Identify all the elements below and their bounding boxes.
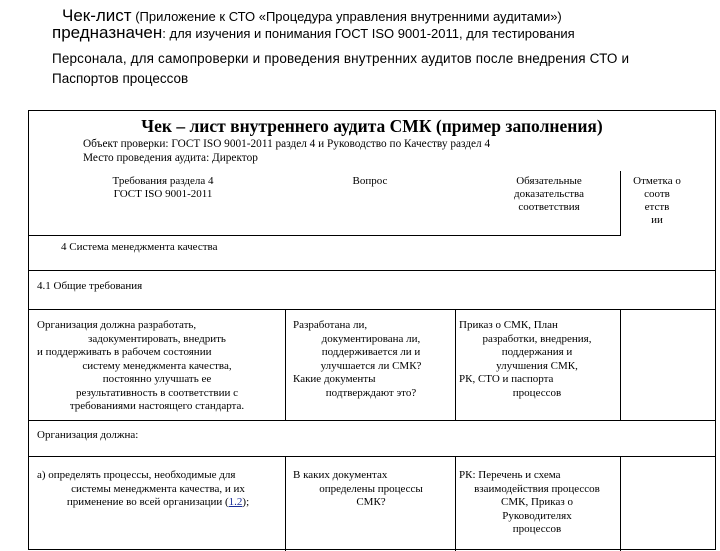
- row1-bottom-rule: [29, 420, 715, 421]
- header-mark-divider: [620, 171, 621, 236]
- org-must-rule: [29, 456, 715, 457]
- row2-divider-2: [455, 457, 456, 551]
- header-mark-line-4: ии: [651, 214, 663, 226]
- row1-question-line-2: документирована ли,: [321, 332, 421, 345]
- row2-evidence-line-5: процессов: [512, 523, 562, 535]
- header-mark: [623, 175, 691, 227]
- row2-evidence: [459, 469, 615, 537]
- header-evidence: [489, 175, 609, 214]
- section-4-rule: [29, 270, 715, 271]
- audit-place-line: Место проведения аудита: Директор: [83, 152, 258, 164]
- row2-requirement-text: применение во всей организации (: [66, 496, 229, 508]
- row2-evidence-line-2: взаимодействия процессов: [474, 482, 600, 495]
- row2-requirement: [37, 469, 279, 510]
- row1-requirement: [37, 319, 277, 414]
- row1-divider-1: [285, 310, 286, 420]
- row2-evidence-line-3: СМК, Приказ о: [501, 496, 573, 508]
- row1-question: [293, 319, 449, 400]
- header-evidence-line-1: Обязательные: [516, 175, 582, 187]
- row2-requirement-end: );: [242, 496, 250, 508]
- row1-requirement-line-2: задокументировать, внедрить: [88, 332, 226, 345]
- header-mark-line-2: соотв: [644, 188, 670, 200]
- header-mark-line-1: Отметка о: [633, 175, 681, 187]
- row2-question: [293, 469, 449, 510]
- row1-question-line-1: Разработана ли,: [293, 319, 368, 331]
- row2-evidence-line-1: РК: Перечень и схема: [459, 469, 561, 481]
- row1-question-line-5: Какие документы: [293, 373, 376, 385]
- intro-appendix-note: (Приложение к СТО «Процедура управления внутренними аудитами»): [131, 9, 562, 24]
- section-4-1-title: 4.1 Общие требования: [37, 280, 143, 292]
- row1-divider-2: [455, 310, 456, 420]
- header-evidence-line-2: доказательства: [514, 188, 584, 200]
- row2-requirement-line-1: а) определять процессы, необходимые для: [37, 469, 236, 481]
- header-question-line-1: Вопрос: [352, 175, 388, 187]
- row1-evidence-line-6: процессов: [512, 386, 562, 399]
- row1-evidence-line-2: разработки, внедрения,: [482, 332, 592, 345]
- intro-line-3: Персонала, для самопроверки и проведения внутренних аудитов после внедрения СТО и: [52, 51, 630, 66]
- header-question: [335, 175, 405, 188]
- intro-line-4: Паспортов процессов: [52, 71, 189, 86]
- row1-evidence: [459, 319, 615, 400]
- row1-evidence-line-3: поддержания и: [501, 346, 573, 358]
- row2-divider-1: [285, 457, 286, 551]
- row1-evidence-line-4: улучшения СМК,: [496, 359, 578, 372]
- header-bottom-rule: [29, 235, 620, 236]
- row1-evidence-line-5: РК, СТО и паспорта: [459, 373, 554, 385]
- row2-question-line-1: В каких документах: [293, 469, 388, 481]
- row1-requirement-line-3: и поддерживать в рабочем состоянии: [37, 346, 212, 358]
- section-4-title: 4 Система менеджмента качества: [61, 241, 218, 253]
- row1-requirement-line-7: требованиями настоящего стандарта.: [69, 400, 245, 412]
- row1-question-line-6: подтверждают это?: [325, 386, 417, 399]
- header-requirements-line-1: Требования раздела 4: [112, 175, 214, 187]
- row2-evidence-line-4: Руководителях: [502, 509, 572, 522]
- checklist-document: [28, 110, 716, 550]
- clause-1-2-link[interactable]: 1.2: [228, 496, 243, 508]
- row1-evidence-line-1: Приказ о СМК, План: [459, 319, 558, 331]
- intro-line-2: [52, 23, 575, 43]
- row1-question-line-4: улучшается ли СМК?: [320, 359, 422, 372]
- row1-question-line-3: поддерживается ли и: [321, 346, 421, 358]
- header-requirements: [71, 175, 255, 201]
- header-requirements-line-2: ГОСТ ISO 9001-2011: [113, 188, 213, 200]
- audit-object-line: Объект проверки: ГОСТ ISO 9001-2011 раздел 4 и Руководство по Качеству раздел 4: [83, 138, 491, 150]
- row1-requirement-line-4: систему менеджмента качества,: [82, 359, 232, 372]
- intro-purpose-text: : для изучения и понимания ГОСТ ISO 9001-2011, для тестирования: [162, 26, 575, 41]
- row2-question-line-3: СМК?: [356, 496, 386, 508]
- row1-divider-3: [620, 310, 621, 420]
- intro-checklist-word: Чек-лист: [62, 6, 132, 25]
- row2-question-line-2: определены процессы: [319, 482, 423, 495]
- row1-requirement-line-6: результативность в соответствии с: [75, 386, 238, 399]
- header-evidence-line-3: соответствия: [518, 201, 580, 213]
- row2-divider-3: [620, 457, 621, 551]
- row1-requirement-line-1: Организация должна разработать,: [37, 319, 197, 331]
- row1-requirement-line-5: постоянно улучшать ее: [102, 373, 212, 385]
- intro-intended-word: предназначен: [52, 23, 163, 42]
- organization-must-label: Организация должна:: [37, 429, 139, 441]
- section-4-1-rule: [29, 309, 715, 310]
- document-title: Чек – лист внутреннего аудита СМК (пример заполнения): [141, 116, 603, 136]
- row2-requirement-line-3: [37, 496, 279, 510]
- header-mark-line-3: етств: [644, 201, 670, 213]
- row2-requirement-line-2: системы менеджмента качества, и их: [71, 482, 245, 495]
